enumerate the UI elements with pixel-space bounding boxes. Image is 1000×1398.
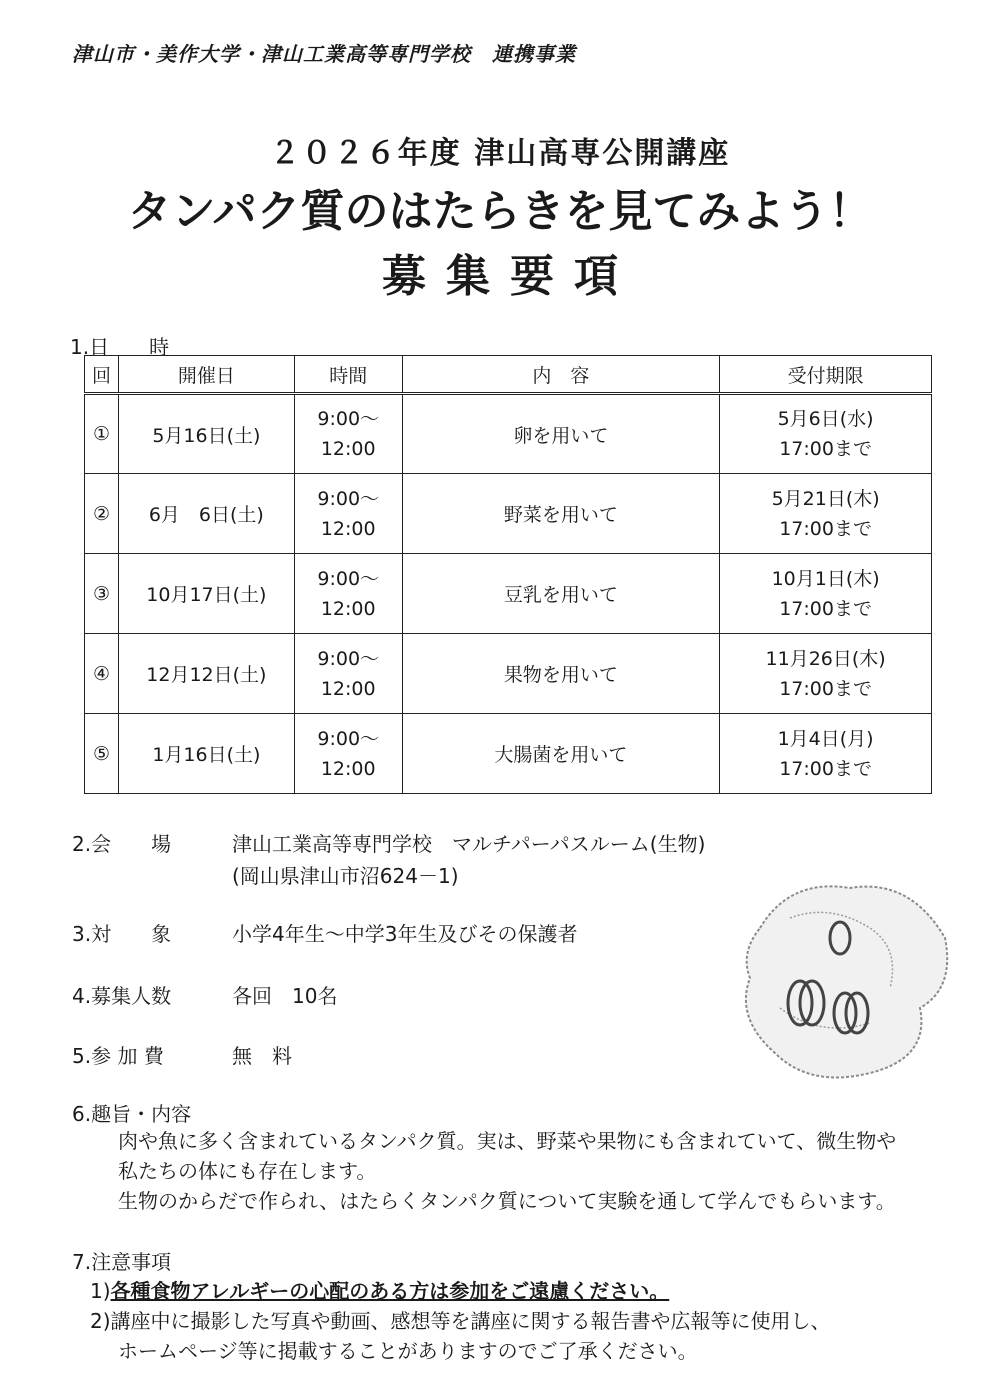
schedule-table xyxy=(84,355,932,794)
time-start: 9:00～ xyxy=(317,408,380,430)
time-start: 9:00～ xyxy=(317,487,380,510)
section-1-label: 1.日 時 xyxy=(70,335,170,359)
row-date: 5月16日(土) xyxy=(118,394,294,474)
row-date: 6月 6日(土) xyxy=(118,474,294,554)
row-time xyxy=(294,394,402,474)
table-header-row xyxy=(85,356,932,394)
allergy-warning: 各種食物アレルギーの心配のある方は参加をご遠慮ください。 xyxy=(110,1279,670,1303)
row-content: 豆乳を用いて xyxy=(402,554,720,634)
row-time xyxy=(294,554,402,634)
row-no: ⑤ xyxy=(85,714,119,794)
row-content: 卵を用いて xyxy=(402,394,720,474)
page-title: タンパク質のはたらきを見てみよう！ xyxy=(127,186,873,237)
row-content: 野菜を用いて xyxy=(402,474,720,554)
section-6-label: 6.趣旨・内容 xyxy=(72,1102,192,1126)
target-audience: 小学4年生～中学3年生及びその保護者 xyxy=(232,922,578,946)
time-start: 9:00～ xyxy=(317,727,380,750)
row-deadline xyxy=(720,634,932,714)
row-date: 10月17日(土) xyxy=(118,554,294,634)
header-no: 回 xyxy=(85,356,119,394)
section-7-label: 7.注意事項 xyxy=(72,1250,172,1274)
note-item xyxy=(90,1306,831,1336)
page-subtitle: 募集要項 xyxy=(382,251,638,302)
deadline-time: 17:00まで xyxy=(779,597,872,620)
fee: 無 料 xyxy=(232,1044,292,1068)
header-content: 内 容 xyxy=(402,356,720,394)
section-4-label: 4.募集人数 xyxy=(72,984,172,1008)
purpose-line: 私たちの体にも存在します。 xyxy=(118,1159,377,1183)
venue-address: (岡山県津山市沼624－1) xyxy=(232,864,459,888)
venue-name: 津山工業高等専門学校 マルチパーパスルーム(生物) xyxy=(232,832,706,856)
row-time xyxy=(294,634,402,714)
row-no: ② xyxy=(85,474,119,554)
time-end: 12:00 xyxy=(320,677,376,700)
photo-usage-note-continued: ホームページ等に掲載することがありますのでご了承ください。 xyxy=(118,1339,698,1363)
photo-usage-note: 講座中に撮影した写真や動画、感想等を講座に関する報告書や広報等に使用し、 xyxy=(110,1309,831,1333)
row-date: 1月16日(土) xyxy=(118,714,294,794)
section-2-label: 2.会 場 xyxy=(72,832,172,856)
row-content: 果物を用いて xyxy=(402,634,720,714)
table-row xyxy=(85,394,932,474)
row-date: 12月12日(土) xyxy=(118,634,294,714)
row-no: ③ xyxy=(85,554,119,634)
row-deadline xyxy=(720,714,932,794)
capacity: 各回 10名 xyxy=(232,984,338,1008)
notes-list xyxy=(90,1276,831,1366)
row-deadline xyxy=(720,474,932,554)
time-end: 12:00 xyxy=(320,597,376,620)
row-deadline xyxy=(720,394,932,474)
purpose-line: 生物のからだで作られ、はたらくタンパク質について実験を通して学んでもらいます。 xyxy=(118,1189,896,1213)
deadline-date: 1月4日(月) xyxy=(777,727,874,750)
row-no: ① xyxy=(85,394,119,474)
row-deadline xyxy=(720,554,932,634)
deadline-date: 11月26日(木) xyxy=(765,647,886,670)
title-year-line: ２０２６年度 津山高専公開講座 xyxy=(269,136,731,171)
deadline-date: 5月21日(木) xyxy=(771,487,880,510)
note-item xyxy=(90,1276,831,1306)
time-start: 9:00～ xyxy=(317,647,380,670)
time-start: 9:00～ xyxy=(317,567,380,590)
section-3-label: 3.対 象 xyxy=(72,922,172,946)
table-row xyxy=(85,474,932,554)
header-time: 時間 xyxy=(294,356,402,394)
table-row xyxy=(85,554,932,634)
time-end: 12:00 xyxy=(320,517,376,540)
row-time xyxy=(294,474,402,554)
header-deadline: 受付期限 xyxy=(720,356,932,394)
deadline-date: 10月1日(木) xyxy=(771,567,880,590)
header-date: 開催日 xyxy=(118,356,294,394)
deadline-date: 5月6日(水) xyxy=(777,408,874,430)
purpose-text xyxy=(118,1126,896,1216)
table-row xyxy=(85,714,932,794)
table-row xyxy=(85,634,932,714)
row-content: 大腸菌を用いて xyxy=(402,714,720,794)
protein-structure-illustration xyxy=(720,858,960,1098)
purpose-line: 肉や魚に多く含まれているタンパク質。実は、野菜や果物にも含まれていて、微生物や xyxy=(118,1129,897,1153)
deadline-time: 17:00まで xyxy=(779,677,872,700)
time-end: 12:00 xyxy=(320,438,376,460)
section-5-label: 5.参 加 費 xyxy=(72,1044,164,1068)
deadline-time: 17:00まで xyxy=(779,438,872,460)
row-no: ④ xyxy=(85,634,119,714)
row-time xyxy=(294,714,402,794)
deadline-time: 17:00まで xyxy=(779,517,872,540)
note-number: 1) xyxy=(90,1279,111,1303)
partnership-header: 津山市・美作大学・津山工業高等専門学校 連携事業 xyxy=(72,42,576,66)
time-end: 12:00 xyxy=(320,757,376,780)
note-number: 2) xyxy=(90,1309,111,1333)
deadline-time: 17:00まで xyxy=(779,757,872,780)
protein-surface xyxy=(746,886,947,1077)
